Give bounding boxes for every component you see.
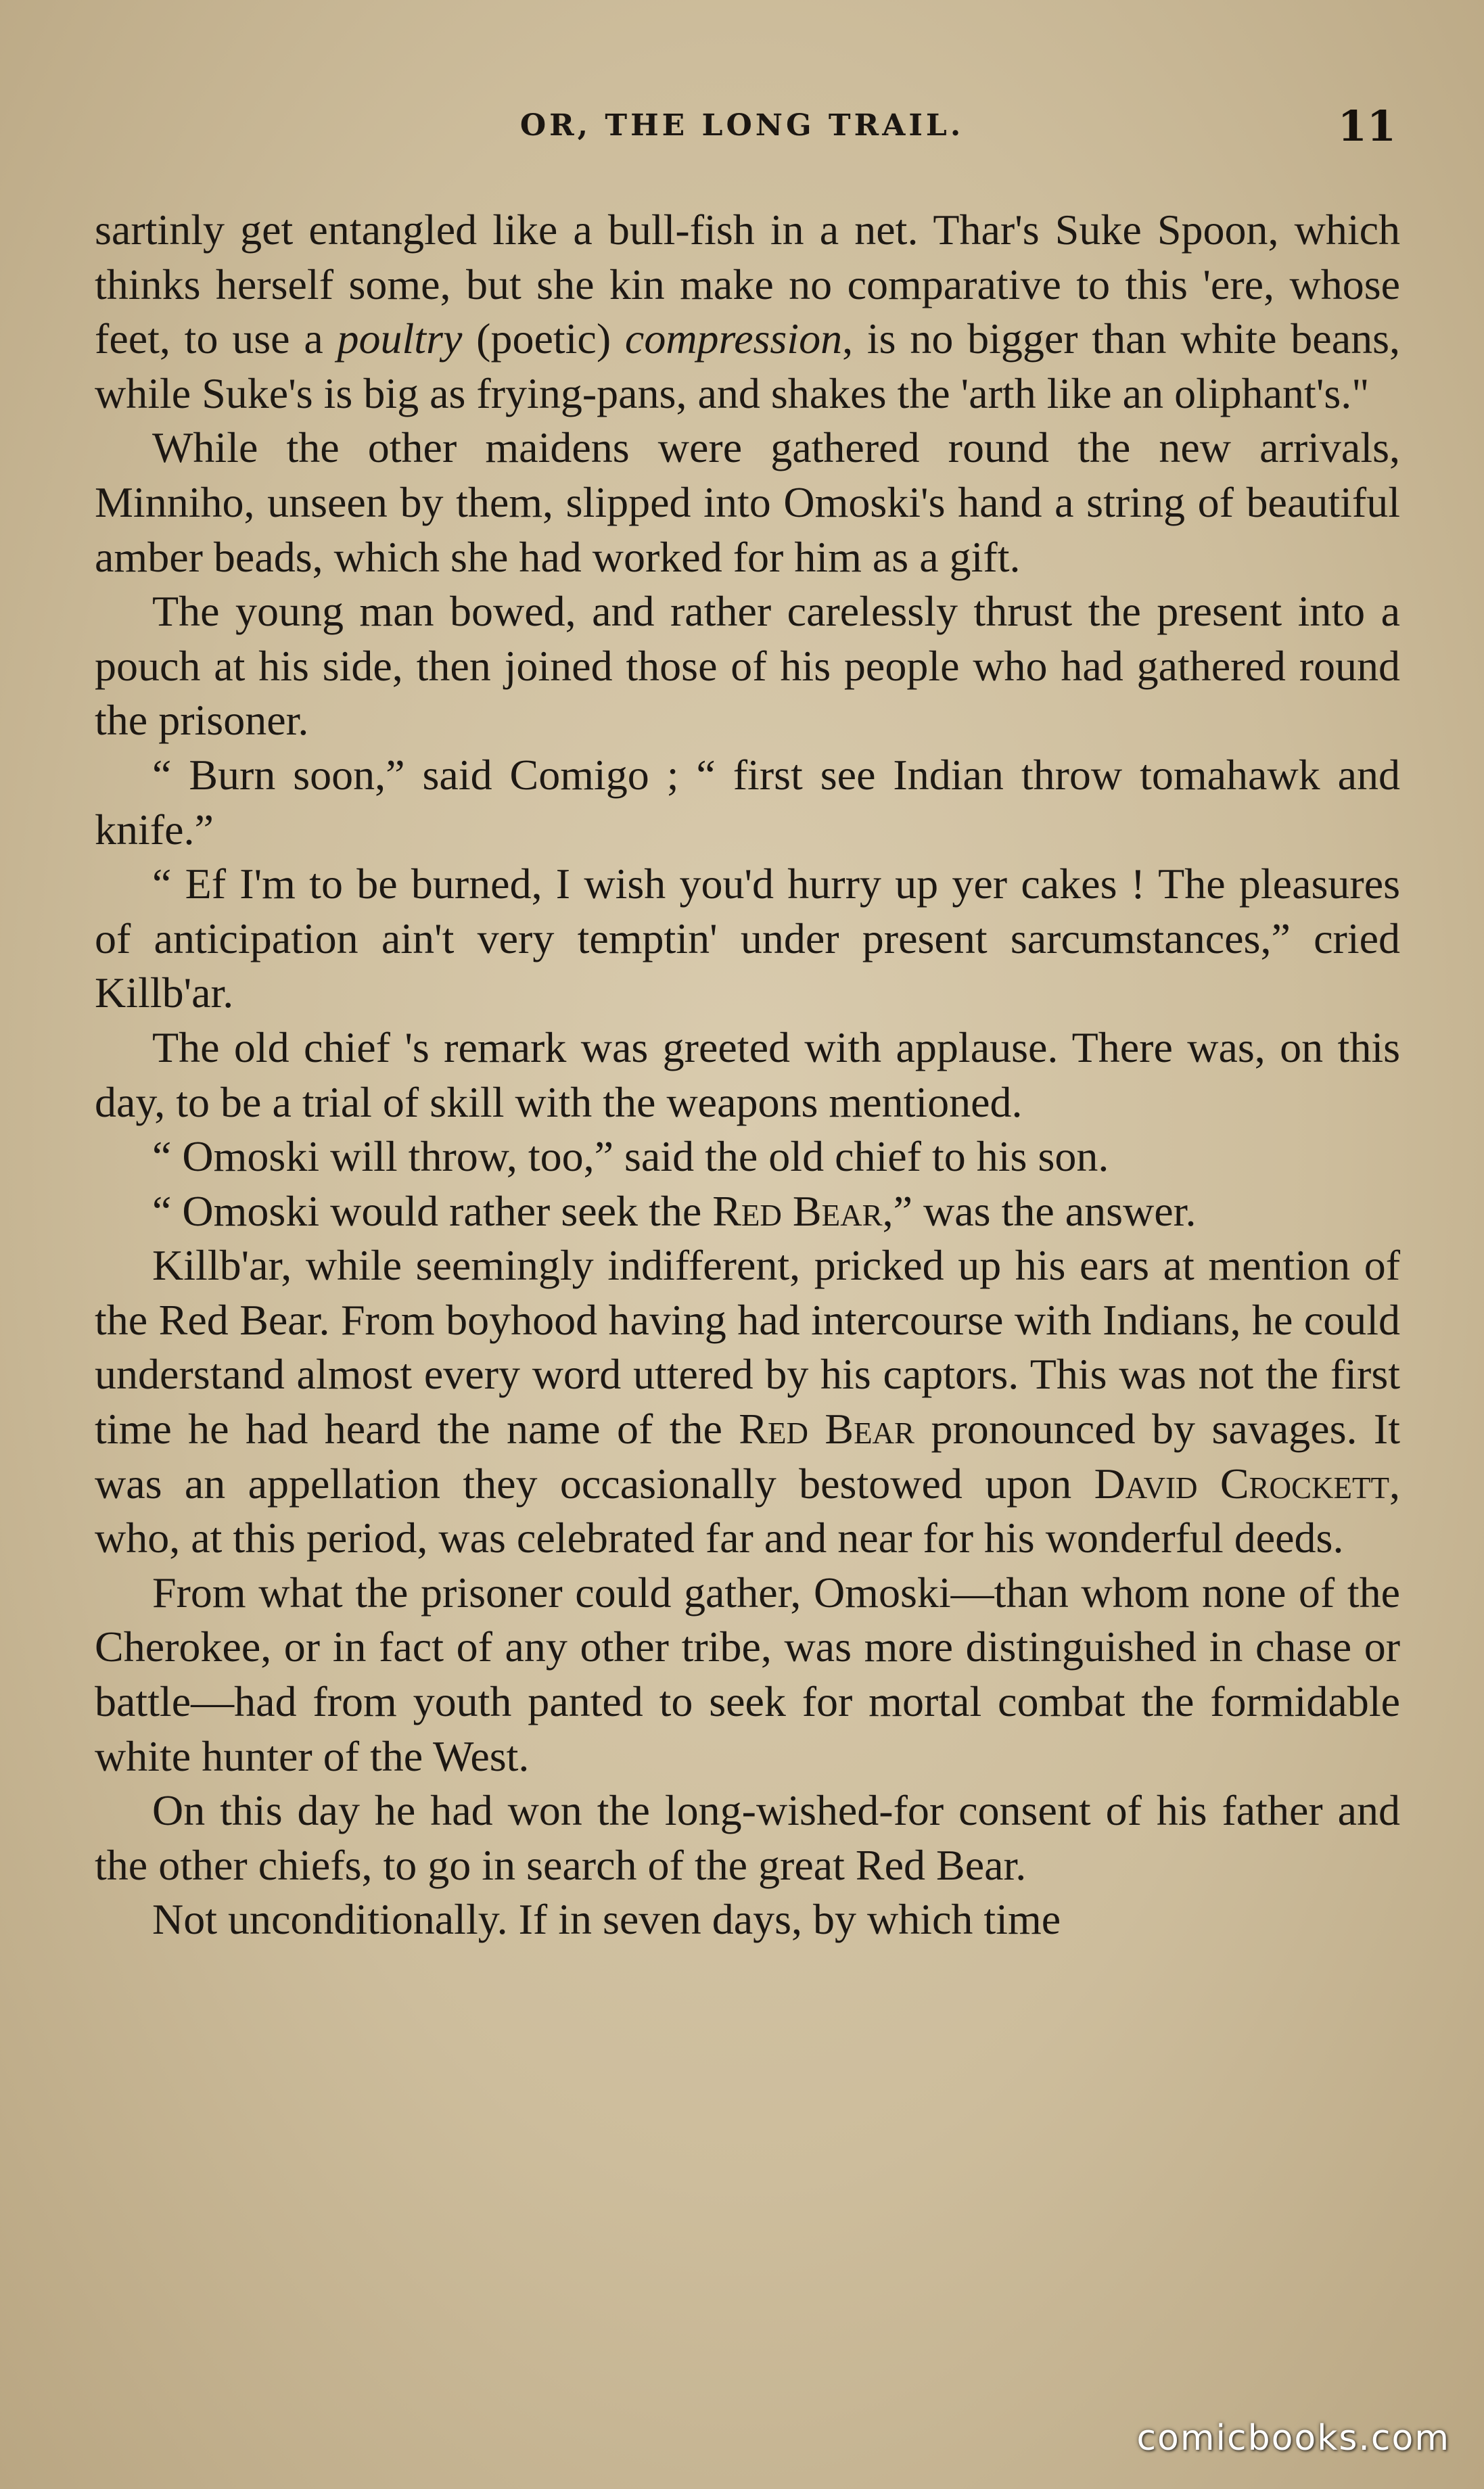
- text-run: pronounced by savages. It was an appellation they occasionally bestowed upon: [95, 1405, 1400, 1508]
- running-head-title: OR, THE LONG TRAIL.: [519, 108, 965, 143]
- paragraph-11: On this day he had won the long-wished-for consent of his father and the other chiefs, to go in search of the great Red Bear.: [95, 1786, 1400, 1889]
- text-run: , is no bigger than white beans, while Suke's is big as frying-pans, and shakes the 'arth like an oliphant's.": [95, 315, 1400, 417]
- small-caps-run: David Crockett: [1094, 1459, 1390, 1508]
- small-caps-run: Red Bear: [712, 1186, 883, 1235]
- text-run: sartinly get entangled like a bull-fish in a net. Thar's Suke Spoon, which thinks herself some, but she kin make no comparative to this 'ere, whose feet, to use a: [95, 206, 1400, 363]
- paragraph-2: While the other maidens were gathered round the new arrivals, Minniho, unseen by them, slipped into Omoski's hand a string of beautiful amber beads, which she had worked for him as a gift.: [95, 423, 1400, 581]
- paragraph-3: The young man bowed, and rather carelessly thrust the present into a pouch at his side, then joined those of his people who had gathered round the prisoner.: [95, 587, 1400, 745]
- paragraph-10: From what the prisoner could gather, Omoski—than whom none of the Cherokee, or in fact of any other tribe, was more distinguished in chase or battle—had from youth panted to seek for mortal combat the formidable white hunter of the West.: [95, 1568, 1400, 1780]
- italic-run: compression: [624, 315, 843, 363]
- paragraph-6: The old chief 's remark was greeted with applause. There was, on this day, to be a trial of skill with the weapons mentioned.: [95, 1023, 1400, 1126]
- paragraph-9: [95, 1238, 1400, 1566]
- paragraph-5: “ Ef I'm to be burned, I wish you'd hurry up yer cakes ! The pleasures of anticipation ain't very temptin' under present sarcumstances,” cried Killb'ar.: [95, 860, 1400, 1017]
- watermark: comicbooks.com: [1136, 2418, 1450, 2459]
- paragraph-7: “ Omoski will throw, too,” said the old chief to his son.: [152, 1132, 1109, 1181]
- text-run: ,” was the answer.: [882, 1186, 1197, 1235]
- paragraph-4: “ Burn soon,” said Comigo ; “ first see Indian throw tomahawk and knife.”: [95, 750, 1400, 854]
- paragraph-12: Not unconditionally. If in seven days, by which time: [152, 1895, 1061, 1944]
- running-head: [0, 101, 1484, 162]
- text-run: “ Omoski would rather seek the: [152, 1186, 713, 1235]
- paragraph-8: [95, 1184, 1400, 1239]
- text-run: , who, at this period, was celebrated far and near for his wonderful deeds.: [95, 1459, 1401, 1562]
- paragraph-1: [95, 203, 1400, 421]
- page-number: 11: [1337, 101, 1396, 151]
- italic-run: poultry: [337, 315, 463, 363]
- small-caps-run: Red Bear: [739, 1405, 915, 1453]
- text-run: Killb'ar, while seemingly indifferent, pricked up his ears at mention of the Red Bear. From boyhood having had intercourse with Indians, he could understand almost every word uttered by his captors. This was not the first time he had heard the name of the: [95, 1241, 1400, 1453]
- body-text: [95, 203, 1400, 1947]
- text-run: (poetic): [462, 315, 625, 363]
